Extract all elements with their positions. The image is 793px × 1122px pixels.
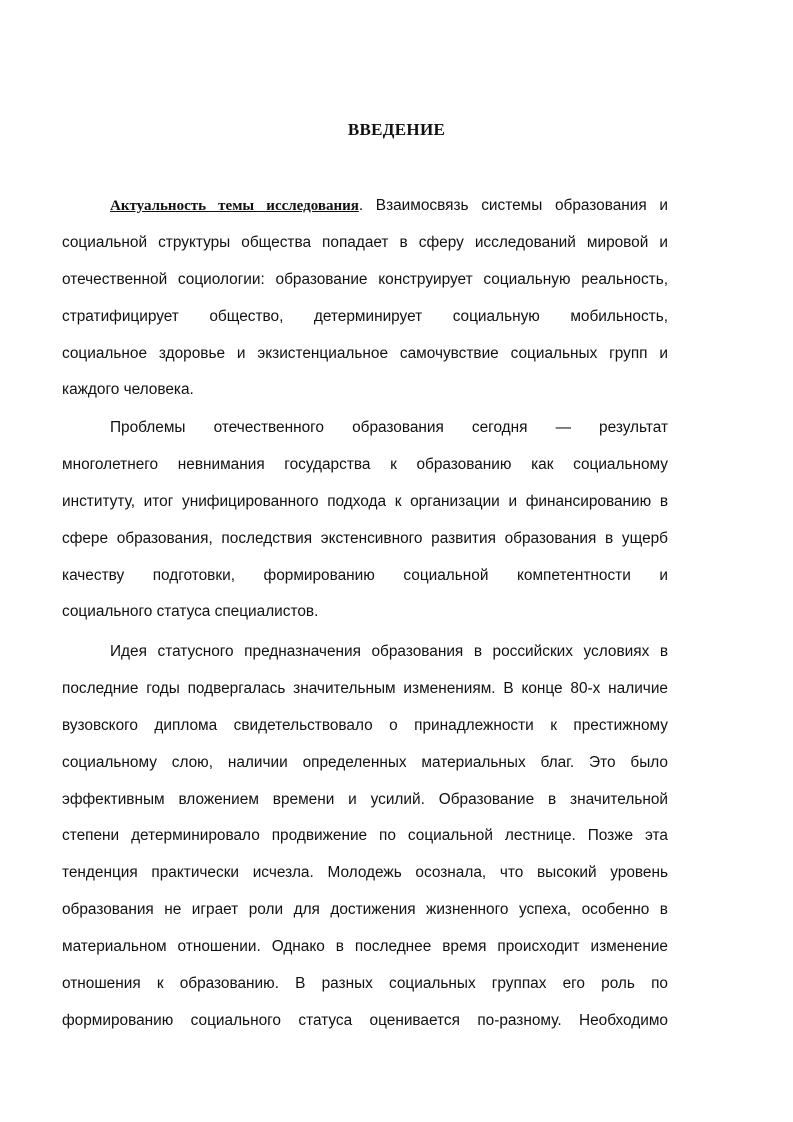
text-line: образования не играет роли для достижения жизненного успеха, особенно в <box>62 901 668 919</box>
text-line: социальной структуры общества попадает в сферу исследований мировой и <box>62 233 668 251</box>
text-line: отношения к образованию. В разных социальных группах его роль по <box>62 975 668 993</box>
paragraph-3 <box>62 634 668 1040</box>
text-line: институту, итог унифицированного подхода к организации и финансированию в <box>62 492 668 510</box>
text-line: многолетнего невнимания государства к образованию как социальному <box>62 455 668 473</box>
page-title: ВВЕДЕНИЕ <box>347 120 446 139</box>
paragraph-2 <box>62 410 668 631</box>
text-line: социального статуса специалистов. <box>62 603 319 621</box>
text-line: Проблемы отечественного образования сегодня — результат <box>110 419 668 436</box>
text-line: сфере образования, последствия экстенсивного развития образования в ущерб <box>62 529 668 547</box>
text-line: отечественной социологии: образование конструирует социальную реальность, <box>62 270 668 288</box>
text-line: степени детерминировало продвижение по социальной лестнице. Позже эта <box>62 827 668 845</box>
text-line: формированию социального статуса оценивается по-разному. Необходимо <box>62 1011 668 1029</box>
text-line: материальном отношении. Однако в последнее время происходит изменение <box>62 938 668 956</box>
text-line: социальное здоровье и экзистенциальное самочувствие социальных групп и <box>62 344 668 362</box>
text-line: Идея статусного предназначения образования в российских условиях в <box>110 643 668 660</box>
section-lead: Актуальность темы исследования <box>110 198 359 214</box>
text-line: эффективным вложением времени и усилий. Образование в значительной <box>62 790 668 808</box>
text-line: стратифицирует общество, детерминирует социальную мобильность, <box>62 307 668 325</box>
text-line: Актуальность темы исследования. Взаимосвязь системы образования и <box>110 197 668 214</box>
text-line: вузовского диплома свидетельствовало о принадлежности к престижному <box>62 716 668 734</box>
text-line: последние годы подвергалась значительным изменениям. В конце 80-х наличие <box>62 679 668 697</box>
paragraph-1 <box>62 188 668 409</box>
text-line: тенденция практически исчезла. Молодежь осознала, что высокий уровень <box>62 864 668 882</box>
text-line: качеству подготовки, формированию социальной компетентности и <box>62 566 668 584</box>
text-line: социальному слою, наличии определенных материальных благ. Это было <box>62 753 668 771</box>
text-line: каждого человека. <box>62 381 194 399</box>
